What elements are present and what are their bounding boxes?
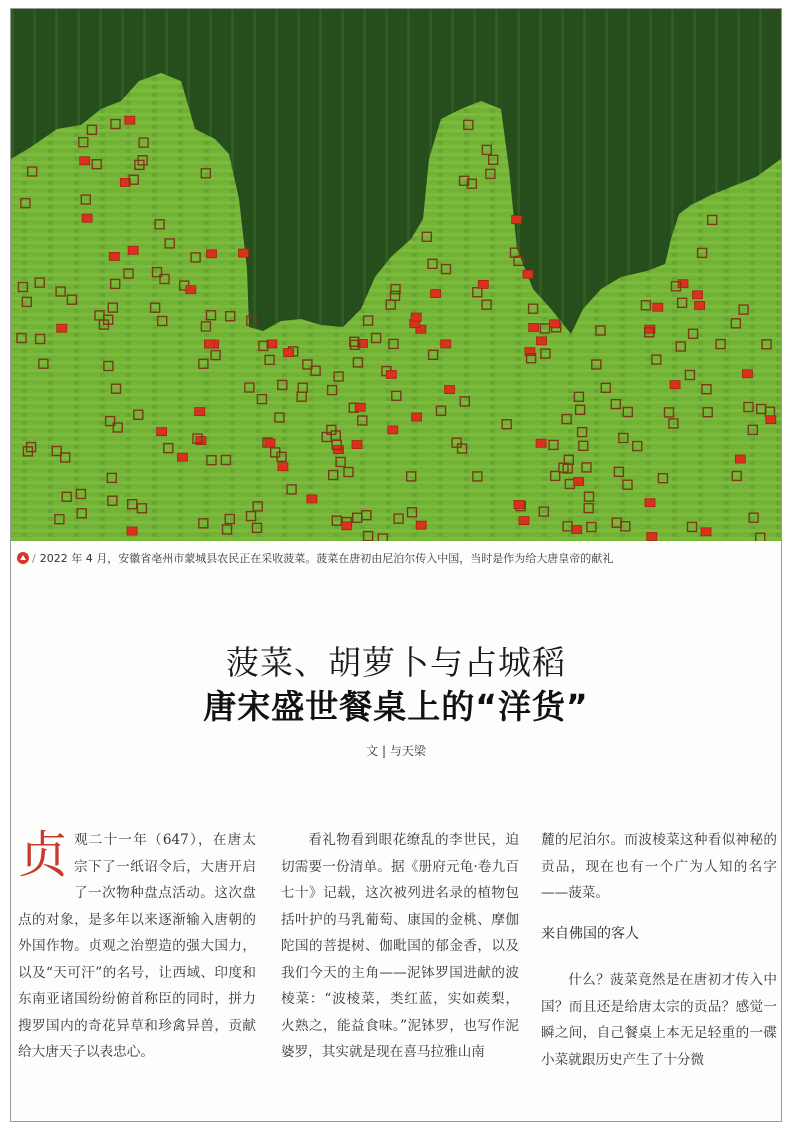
section-heading: 来自佛国的客人: [541, 925, 639, 942]
paragraph: 看礼物看到眼花缭乱的李世民，迫切需要一份清单。据《册府元龟·卷九百七十》记载，这次被列进名录的植物包括叶护的马乳葡萄、康国的金桃、摩伽陀国的菩提树、伽毗国的郁金香，以及我们今天的主角——泥钵罗国进献的波棱菜：“波棱菜，类红蓝，实如蒺梨，火熟之，能益食味。”泥钵罗，也写作泥婆罗，其实就是现在喜马拉雅山南: [281, 832, 519, 1060]
field-illustration: [11, 9, 781, 541]
dropcap: 贞: [18, 826, 68, 884]
article-title: 菠菜、胡萝卜与占城稻: [226, 643, 566, 682]
harvest-crate: [352, 441, 362, 449]
paragraph: 什么？菠菜竟然是在唐初才传入中国？而且还是给唐太宗的贡品？感觉一瞬之间，自己餐桌上本无足轻重的一碟小菜就跟历史产生了十分微: [541, 972, 777, 1068]
caption-slash: /: [32, 552, 36, 565]
harvest-crate: [157, 428, 167, 436]
harvest-crate: [205, 340, 215, 348]
harvest-crate: [693, 291, 703, 299]
body-column-1: [18, 827, 256, 1066]
body-column-2: [281, 827, 519, 1066]
harvest-crate: [572, 526, 582, 534]
harvest-crate: [80, 157, 90, 165]
harvest-crate: [742, 370, 752, 378]
harvest-crate: [445, 386, 455, 394]
paragraph: 麓的尼泊尔。而波棱菜这种看似神秘的贡品，现在也有一个广为人知的名字——菠菜。: [541, 832, 777, 901]
harvest-crate: [307, 495, 317, 503]
harvest-crate: [550, 320, 560, 328]
harvest-crate: [523, 270, 533, 278]
harvest-crate: [178, 453, 188, 461]
harvest-crate: [512, 216, 522, 224]
harvest-crate: [519, 517, 529, 525]
harvest-crate: [441, 340, 451, 348]
harvest-crate: [735, 455, 745, 463]
magazine-page: [10, 8, 782, 1122]
spinach-field-photo: [11, 9, 781, 541]
caption-triangle-icon: [17, 552, 29, 564]
harvest-crate: [411, 313, 421, 321]
harvest-crate: [388, 426, 398, 434]
harvest-crate: [109, 252, 119, 260]
author-byline: 文 | 与天梁: [366, 744, 426, 758]
harvest-crate: [195, 408, 205, 416]
harvest-crate: [128, 246, 138, 254]
harvest-crate: [284, 349, 294, 357]
harvest-crate: [647, 533, 657, 541]
harvest-crate: [207, 250, 217, 258]
harvest-crate: [701, 528, 711, 536]
harvest-crate: [766, 416, 776, 424]
harvest-crate: [695, 301, 705, 309]
harvest-crate: [670, 381, 680, 389]
paragraph-text: 观二十一年（647），在唐太宗下了一纸诏令后，大唐开启了一次物种盘点活动。这次盘点的对象，是多年以来逐渐输入唐朝的外国作物。贞观之治塑造的强大国力，以及“天可汗”的名号，让西域、印度和东南亚诸国纷纷俯首称臣的同时，拼力搜罗国内的奇花异草和珍禽异兽，贡献给大唐天子以表忠心。: [18, 832, 256, 1060]
article-subtitle: 唐宋盛世餐桌上的“洋货”: [203, 687, 589, 726]
harvest-crate: [186, 286, 196, 294]
harvest-crate: [645, 499, 655, 507]
caption-text: 2022 年 4 月，安徽省亳州市蒙城县农民正在采收菠菜。菠菜在唐初由尼泊尔传入中国，当时是作为给大唐皇帝的献礼: [39, 552, 614, 565]
photo-caption: [17, 550, 777, 566]
paragraph: [18, 827, 256, 1066]
harvest-crate: [265, 439, 275, 447]
body-column-3: [541, 827, 777, 1073]
harvest-crate: [431, 290, 441, 298]
harvest-crate: [239, 249, 249, 257]
harvest-crate: [127, 527, 137, 535]
harvest-crate: [653, 303, 663, 311]
harvest-crate: [537, 337, 547, 345]
harvest-crate: [57, 324, 67, 332]
harvest-crate: [536, 439, 546, 447]
harvest-crate: [355, 403, 365, 411]
harvest-crate: [514, 501, 524, 509]
harvest-crate: [416, 521, 426, 529]
harvest-crate: [82, 214, 92, 222]
harvest-crate: [678, 280, 688, 288]
harvest-crate: [278, 463, 288, 471]
harvest-crate: [386, 370, 396, 378]
harvest-crate: [412, 413, 422, 421]
harvest-crate: [574, 478, 584, 486]
harvest-crate: [529, 323, 539, 331]
harvest-crate: [342, 522, 352, 530]
harvest-crate: [478, 280, 488, 288]
harvest-crate: [125, 116, 135, 124]
